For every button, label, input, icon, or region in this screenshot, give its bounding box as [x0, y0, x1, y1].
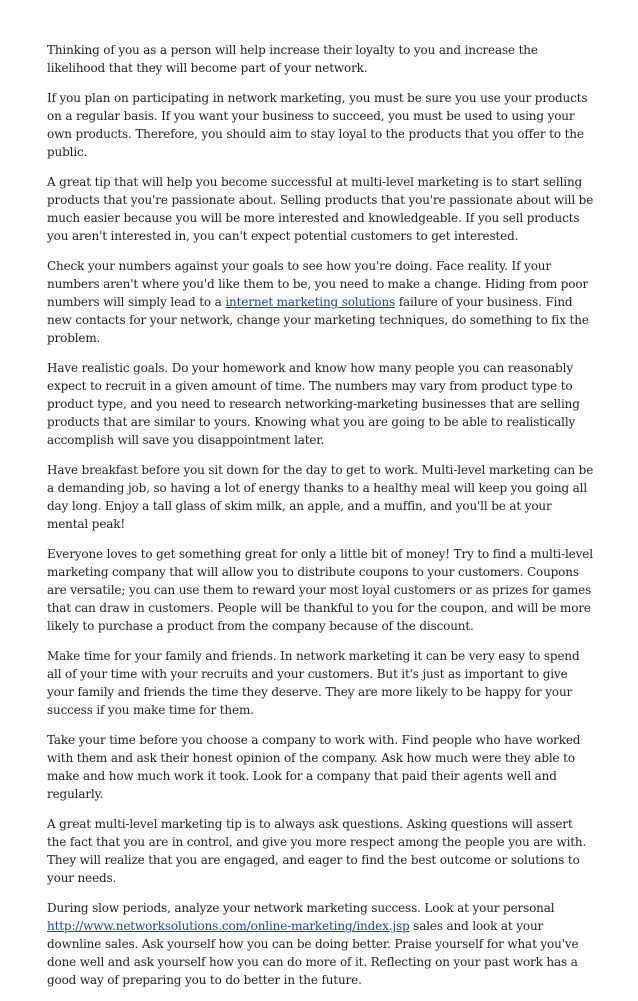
- paragraph-2: If you plan on participating in network marketing, you must be sure you use your products on a regular basis. If you want your business to succeed, you must be used to using your own products. Therefore, you should aim to stay loyal to the products that you offer to the public.: [47, 91, 588, 159]
- paragraph-4-text-end: failure of your business. Find new contacts for your network, change your marketing techniques, do something to fix the problem.: [47, 295, 589, 345]
- paragraph-11: [47, 899, 595, 989]
- article-body: [47, 41, 595, 1001]
- internet-marketing-solutions-link[interactable]: internet marketing solutions: [225, 295, 396, 309]
- paragraph-3: A great tip that will help you become successful at multi-level marketing is to start selling products that you're passionate about. Selling products that you're passionate about will be much easier because you will be more interested and knowledgeable. If you sell products you aren't interested in, you can't expect potential customers to get interested.: [47, 175, 594, 243]
- paragraph-1: Thinking of you as a person will help increase their loyalty to you and increase the likelihood that they will become part of your network.: [47, 43, 538, 75]
- paragraph-10: A great multi-level marketing tip is to always ask questions. Asking questions will assert the fact that you are in control, and give you more respect among the people you are with. They will realize that you are engaged, and eager to find the best outcome or solutions to your needs.: [47, 817, 587, 885]
- paragraph-9: Take your time before you choose a company to work with. Find people who have worked with them and ask their honest opinion of the company. Ask how much were they able to make and how much work it took. Look for a company that paid their agents well and regularly.: [47, 733, 581, 801]
- paragraph-4-text-start: Check your numbers against your goals to see how you're doing. Face reality. If your numbers aren't where you'd like them to be, you need to make a change. Hiding from poor numbers will simply lead to a: [47, 259, 588, 309]
- paragraph-4: [47, 257, 595, 347]
- paragraph-11-text-start: During slow periods, analyze your network marketing success. Look at your personal: [47, 901, 555, 915]
- paragraph-6: Have breakfast before you sit down for the day to get to work. Multi-level marketing can be a demanding job, so having a lot of energy thanks to a healthy meal will keep you going all day long. Enjoy a tall glass of skim milk, an apple, and a muffin, and you'll be at your mental peak!: [47, 463, 594, 531]
- paragraph-11-text-end: sales and look at your downline sales. Ask yourself how you can be doing better. Praise yourself for what you've done well and ask yourself how you can do more of it. Reflecting on your past work has a good way of preparing you to do better in the future.: [47, 919, 579, 987]
- paragraph-8: Make time for your family and friends. In network marketing it can be very easy to spend all of your time with your recruits and your customers. But it's just as important to give your family and friends the time they deserve. They are more likely to be happy for your success if you make time for them.: [47, 649, 580, 717]
- network-solutions-url-link[interactable]: http://www.networksolutions.com/online-marketing/index.jsp: [47, 919, 410, 933]
- paragraph-5: Have realistic goals. Do your homework and know how many people you can reasonably expect to recruit in a given amount of time. The numbers may vary from product type to product type, and you need to research networking-marketing businesses that are selling products that are similar to yours. Knowing what you are going to be able to realistically accomplish will save you disappointment later.: [47, 361, 580, 447]
- paragraph-7: Everyone loves to get something great for only a little bit of money! Try to find a multi-level marketing company that will allow you to distribute coupons to your customers. Coupons are versatile; you can use them to reward your most loyal customers or as prizes for games that can draw in customers. People will be thankful to you for the coupon, and will be more likely to purchase a product from the company because of the discount.: [47, 547, 593, 633]
